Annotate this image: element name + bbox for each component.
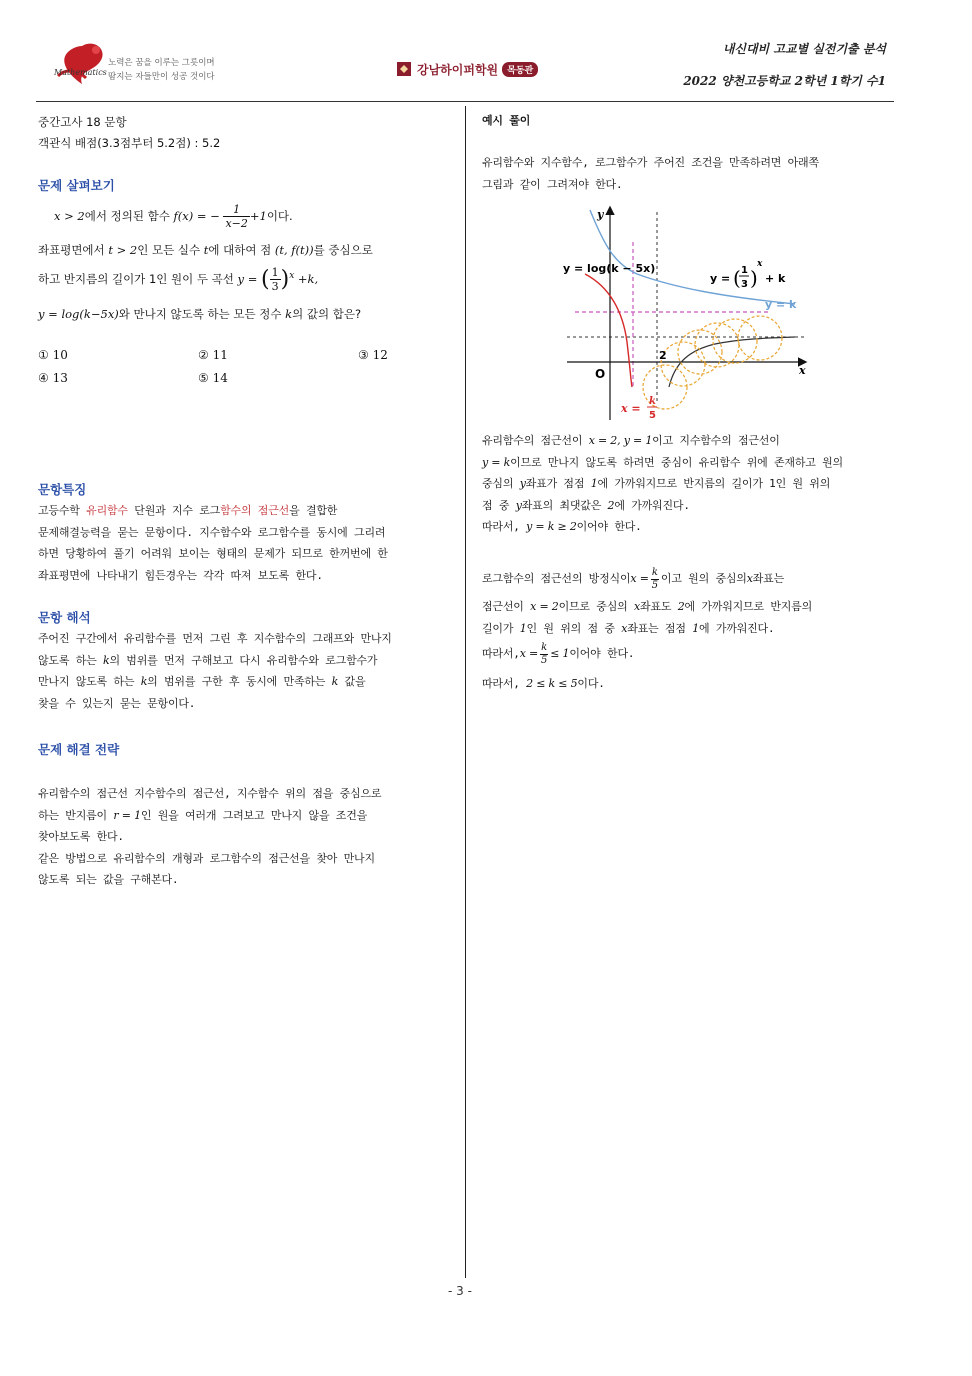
fraction: $\frac{1}{3}$ bbox=[271, 266, 279, 293]
problem-line-1: x > 2에서 정의된 함수 f(x) = − $\frac{1}{x-2}$ +1이다. bbox=[54, 203, 293, 230]
header-rule bbox=[36, 101, 894, 102]
section-analysis-heading: 문항 해석 bbox=[38, 610, 91, 625]
circle bbox=[661, 342, 705, 386]
logo-word: Mathematics bbox=[54, 68, 107, 77]
choice-3[interactable]: ③ 12 bbox=[358, 348, 388, 362]
exp-label-lhs: y = bbox=[710, 272, 731, 285]
fraction: $\frac{k}{5}$ bbox=[541, 641, 548, 666]
doc-title-line-2: 2022 양천고등학교 2학년 1학기 수1 bbox=[683, 74, 886, 88]
section-problem-heading: 문제 살펴보기 bbox=[38, 178, 115, 193]
exp-label-pow: x bbox=[757, 259, 763, 269]
feature-paragraph: 고등수학 유리함수 단원과 지수 로그함수의 점근선을 결합한 문제해결능력을 묻는 문항이다. 지수함수와 로그함수를 동시에 그리려 하면 당황하여 풀기 어려워 보이는 형태의 문제가 되므로 한꺼번에 한 좌표평면에 나타내기 힘든경우는 각각 따져 보도록 한다. bbox=[38, 504, 388, 582]
section-strategy-heading: 문제 해결 전략 bbox=[38, 742, 120, 757]
page-number: - 3 - bbox=[448, 1284, 472, 1298]
log-curve bbox=[585, 274, 632, 387]
choice-1[interactable]: ① 10 bbox=[38, 348, 68, 362]
asym-label-lhs: x = bbox=[621, 402, 641, 415]
section-feature-heading: 문항특징 bbox=[38, 482, 87, 497]
axis-label-y: y bbox=[597, 208, 604, 221]
fraction: $\frac{1}{x-2}$ bbox=[225, 203, 248, 230]
tick-label-2: 2 bbox=[659, 349, 667, 362]
yk-label: y = k bbox=[765, 298, 797, 311]
exp-label-paren-open: ( bbox=[733, 266, 741, 290]
axis-label-x: x bbox=[799, 364, 806, 377]
brand-name: 강남하이퍼학원 bbox=[417, 62, 499, 77]
choice-5[interactable]: ⑤ 14 bbox=[198, 371, 228, 385]
exp-label-num: 1 bbox=[741, 265, 748, 276]
doc-title-line-1: 내신대비 고교별 실전기출 분석 bbox=[722, 42, 886, 56]
motto-line-2: 땀지는 자들만이 성공 것이다 bbox=[108, 72, 215, 82]
motto-line-1: 노력은 꿈을 이루는 그릇이며 bbox=[108, 58, 215, 68]
problem-line-2: 좌표평면에서 t > 2인 모든 실수 t에 대하여 점 (t, f(t))를 중심으로 bbox=[38, 243, 373, 257]
problem-line-4: y = log(k−5x)와 만나지 않도록 하는 모든 정수 k의 값의 합은? bbox=[38, 307, 362, 321]
motto bbox=[108, 56, 215, 84]
choice-4[interactable]: ④ 13 bbox=[38, 371, 68, 385]
meta-line-2: 객관식 배점(3.3점부터 5.2점) : 5.2 bbox=[38, 136, 221, 150]
exp-label-paren-close: ) bbox=[750, 266, 758, 290]
exp-curve bbox=[590, 210, 795, 304]
header bbox=[0, 0, 972, 104]
asym-label-num: k bbox=[649, 396, 656, 407]
analysis-paragraph: 주어진 구간에서 유리함수를 먼저 그린 후 지수함수의 그래프와 만나지 않도록 하는 k의 범위를 먼저 구해보고 다시 유리함수와 로그함수가 만나지 않도록 하는 k의 범위를 구한 후 동시에 만족하는 k 값을 찾을 수 있는지 묻는 문항이다. bbox=[38, 632, 392, 710]
solution-paragraph-2: 로그함수의 점근선의 방정식이 x = $\frac{k}{5}$ 이고 원의 중심의 x 좌표는 점근선이 x = 2이므로 중심의 x좌표도 2에 가까워지므로 반지름의 길이가 1인 원 위의 점 중 x좌표는 점점 1에 가까워진다. 따라서, x = $\frac{k}{5}$ ≤ 1 이어야 한다. 따라서, 2 ≤ k ≤ 5이다. bbox=[482, 566, 813, 690]
fraction: $\frac{k}{5}$ bbox=[651, 566, 658, 591]
section-solution-heading: 예시 풀이 bbox=[482, 114, 531, 127]
brand bbox=[395, 60, 538, 78]
strategy-paragraph: 유리함수의 점근선 지수함수의 점근선, 지수함수 위의 점을 중심으로 하는 반지름이 r = 1인 원을 여러개 그려보고 만나지 않을 조건을 찾아보도록 한다. 같은 방법으로 유리함수의 개형과 로그함수의 점근선을 찾아 만나지 않도록 되는 값을 구해본다. bbox=[38, 787, 382, 886]
circle bbox=[695, 323, 739, 367]
log-label: y = log(k − 5x) bbox=[563, 262, 656, 275]
brand-crest-icon bbox=[395, 60, 413, 78]
origin-label: O bbox=[595, 367, 606, 381]
asym-label-den: 5 bbox=[649, 410, 656, 421]
solution-graph bbox=[555, 202, 815, 427]
solution-intro: 유리함수와 지수함수, 로그함수가 주어진 조건을 만족하려면 아래쪽 그림과 같이 그려져야 한다. bbox=[482, 156, 819, 191]
meta-line-1: 중간고사 18 문항 bbox=[38, 115, 127, 129]
exp-label-rhs: + k bbox=[765, 272, 786, 285]
brand-branch-badge: 목동관 bbox=[502, 62, 538, 77]
problem-line-3: 하고 반지름의 길이가 1인 원이 두 곡선 y = ( $\frac{1}{3}$ )$^x$ +k, bbox=[38, 266, 319, 293]
choice-2[interactable]: ② 11 bbox=[198, 348, 228, 362]
solution-paragraph-1: 유리함수의 점근선이 x = 2, y = 1이고 지수함수의 점근선이 y = k이므로 만나지 않도록 하려면 중심이 유리함수 위에 존재하고 원의 중심의 y좌표가 점점 1에 가까워지므로 반지름의 길이가 1인 원 위의 점 중 y좌표의 최댓값은 2에 가까워진다. 따라서, y = k ≥ 2이어야 한다. bbox=[482, 434, 843, 533]
column-divider bbox=[465, 106, 466, 1278]
exp-label-den: 3 bbox=[741, 279, 748, 290]
